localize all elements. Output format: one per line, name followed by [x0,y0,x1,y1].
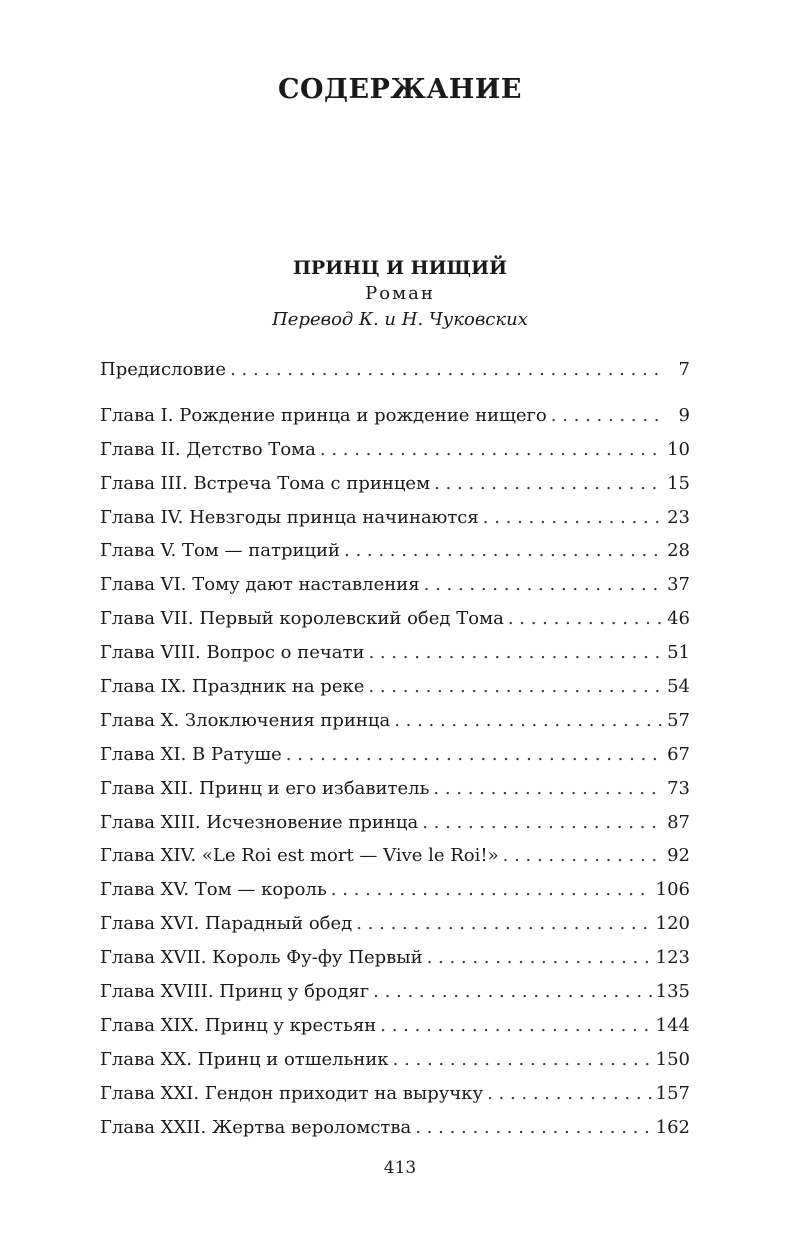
toc-entry-page: 73 [667,777,690,799]
table-of-contents [100,353,690,1144]
toc-entry-label: Глава XXI. Гендон приходит на выручку [100,1082,484,1104]
toc-entry-page: 37 [667,574,690,596]
toc-entry [100,1009,690,1043]
toc-entry [100,568,690,602]
toc-entry-label: Глава XIX. Принц у крестьян [100,1014,377,1036]
toc-dot-leader [483,501,662,535]
toc-entry-label: Глава X. Злоключения принца [100,709,391,731]
toc-entry-label: Глава IX. Праздник на реке [100,676,365,698]
toc-entry-page: 51 [667,642,690,664]
toc-entry [100,467,690,501]
toc-dot-leader [427,941,652,975]
toc-dot-leader [422,806,662,840]
toc-dot-leader [380,1009,651,1043]
toc-dot-leader [394,704,662,738]
toc-entry-label: Глава VII. Первый королевский обед Тома [100,608,504,630]
toc-dot-leader [331,873,652,907]
toc-entry-page: 23 [667,506,690,528]
toc-entry [100,1077,690,1111]
toc-entry [100,704,690,738]
toc-entry-label: Предисловие [100,359,227,380]
work-genre: Роман [365,283,435,304]
toc-entry [100,772,690,806]
toc-dot-leader [368,636,662,670]
toc-entry-page: 157 [655,1082,690,1104]
toc-entry-label: Глава II. Детство Тома [100,438,316,460]
toc-entry-page: 92 [667,845,690,867]
toc-dot-leader [230,353,662,387]
toc-entry [100,975,690,1009]
toc-entry-page: 28 [667,540,690,562]
toc-entry-label: Глава XVI. Парадный обед [100,913,353,935]
toc-dot-leader [424,568,662,602]
toc-entry-page: 54 [667,676,690,698]
toc-entry-label: Глава XX. Принц и отшельник [100,1048,389,1070]
toc-entry-page: 7 [678,359,690,380]
toc-entry-page: 150 [655,1048,690,1070]
toc-dot-leader [434,467,662,501]
toc-entry-page: 144 [655,1014,690,1036]
toc-entry-label: Глава V. Том — патриций [100,540,341,562]
toc-entry [100,907,690,941]
toc-entry-page: 123 [655,947,690,969]
toc-entry-label: Глава XIII. Исчезновение принца [100,811,419,833]
toc-dot-leader [344,534,662,568]
toc-entry-page: 106 [655,879,690,901]
toc-entry-label: Глава XVII. Король Фу-фу Первый [100,947,423,969]
toc-entry [100,353,690,387]
toc-entry-page: 46 [667,608,690,630]
page-number: 413 [383,1158,417,1178]
toc-dot-leader [551,399,662,433]
toc-entry [100,738,690,772]
toc-entry [100,873,690,907]
toc-dot-leader [433,772,662,806]
toc-entry-page: 120 [655,913,690,935]
toc-dot-leader [487,1077,652,1111]
toc-entry-label: Глава I. Рождение принца и рождение нищего [100,404,547,426]
toc-entry-page: 57 [667,709,690,731]
toc-entry-label: Глава IV. Невзгоды принца начинаются [100,506,479,528]
toc-entry-page: 67 [667,743,690,765]
toc-entry [100,433,690,467]
toc-entry-page: 9 [678,404,690,426]
toc-entry [100,941,690,975]
toc-entry [100,670,690,704]
toc-entry [100,534,690,568]
toc-entry [100,839,690,873]
toc-entry [100,602,690,636]
work-header [0,255,800,333]
toc-entry-page: 87 [667,811,690,833]
toc-dot-leader [503,839,662,873]
toc-entry [100,399,690,433]
toc-dot-leader [373,975,651,1009]
toc-entry-label: Глава XV. Том — король [100,879,327,901]
toc-dot-leader [286,738,662,772]
toc-dot-leader [356,907,651,941]
toc-entry-label: Глава XII. Принц и его избавитель [100,777,430,799]
toc-entry-label: Глава XXII. Жертва вероломства [100,1116,412,1138]
toc-dot-leader [393,1043,652,1077]
toc-dot-leader [415,1111,651,1145]
toc-entry-page: 162 [655,1116,690,1138]
toc-entry-page: 10 [667,438,690,460]
toc-entry-page: 135 [655,981,690,1003]
toc-entry-page: 15 [667,472,690,494]
toc-entry-label: Глава VIII. Вопрос о печати [100,642,365,664]
toc-entry-label: Глава XIV. «Le Roi est mort — Vive le Roi!» [100,845,499,867]
toc-entry [100,501,690,535]
work-translator: Перевод К. и Н. Чуковских [272,309,528,330]
toc-entry [100,1111,690,1145]
toc-entry-label: Глава VI. Тому дают наставления [100,574,420,596]
toc-dot-leader [368,670,662,704]
toc-entry [100,1043,690,1077]
page-title: СОДЕРЖАНИЕ [278,74,522,105]
toc-entry-label: Глава XI. В Ратуше [100,743,282,765]
toc-dot-leader [508,602,662,636]
toc-entry [100,806,690,840]
toc-entry [100,636,690,670]
toc-dot-leader [320,433,662,467]
work-title: ПРИНЦ И НИЩИЙ [292,257,508,279]
toc-entry-label: Глава XVIII. Принц у бродяг [100,981,370,1003]
toc-entry-label: Глава III. Встреча Тома с принцем [100,472,431,494]
